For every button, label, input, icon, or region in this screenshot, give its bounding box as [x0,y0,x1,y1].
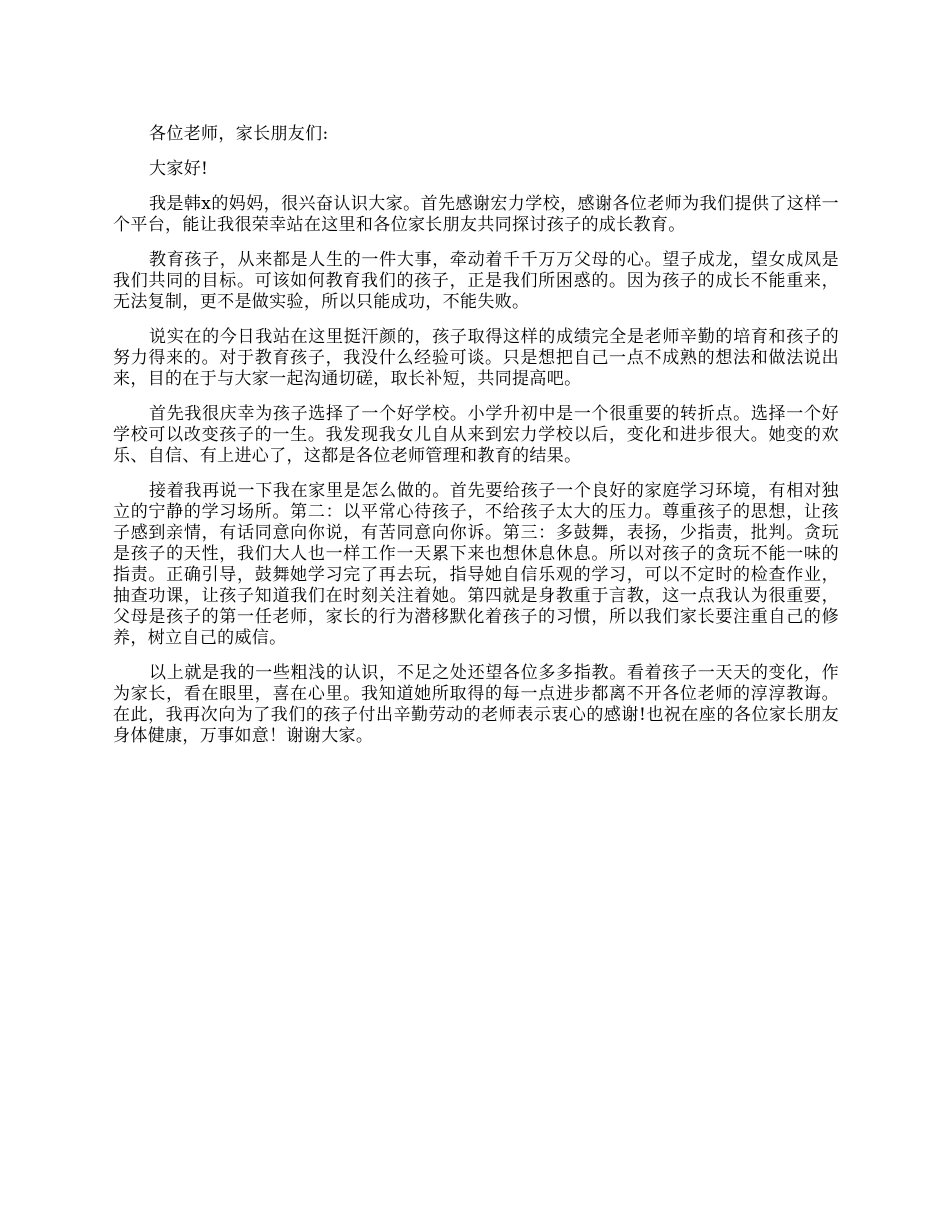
greeting: 大家好! [149,159,209,179]
paragraph: 首先我很庆幸为孩子选择了一个好学校。小学升初中是一个很重要的转折点。选择一个好学校可以改变孩子的一生。我发现我女儿自从来到宏力学校以后，变化和进步很大。她变的欢乐、自信、有上进心了，这都是各位老师管理和教育的结果。 [113,404,839,466]
document-body [113,124,839,761]
paragraph: 接着我再说一下我在家里是怎么做的。首先要给孩子一个良好的家庭学习环境，有相对独立的宁静的学习场所。第二：以平常心待孩子，不给孩子太大的压力。尊重孩子的思想，让孩子感到亲情，有话同意向你说，有苦同意向你诉。第三：多鼓舞，表扬，少指责，批判。贪玩是孩子的天性，我们大人也一样工作一天累下来也想休息休息。所以对孩子的贪玩不能一味的指责。正确引导，鼓舞她学习完了再去玩，指导她自信乐观的学习，可以不定时的检查作业，抽查功课，让孩子知道我们在时刻关注着她。第四就是身教重于言教，这一点我认为很重要，父母是孩子的第一任老师，家长的行为潜移默化着孩子的习惯，所以我们家长要注重自己的修养，树立自己的威信。 [113,481,839,648]
paragraph: 以上就是我的一些粗浅的认识，不足之处还望各位多多指教。看着孩子一天天的变化，作为家长，看在眼里，喜在心里。我知道她所取得的每一点进步都离不开各位老师的淳淳教诲。在此，我再次向为了我们的孩子付出辛勤劳动的老师表示衷心的感谢!也祝在座的各位家长朋友身体健康，万事如意！谢谢大家。 [113,663,839,746]
paragraph: 教育孩子，从来都是人生的一件大事，牵动着千千万万父母的心。望子成龙，望女成凤是我们共同的目标。可该如何教育我们的孩子，正是我们所困惑的。因为孩子的成长不能重来，无法复制，更不是做实验，所以只能成功，不能失败。 [113,250,839,312]
salutation: 各位老师，家长朋友们: [149,124,329,144]
paragraph: 说实在的今日我站在这里挺汗颜的，孩子取得这样的成绩完全是老师辛勤的培育和孩子的努力得来的。对于教育孩子，我没什么经验可谈。只是想把自己一点不成熟的想法和做法说出来，目的在于与大家一起沟通切磋，取长补短，共同提高吧。 [113,327,839,389]
paragraph: 我是韩x的妈妈，很兴奋认识大家。首先感谢宏力学校，感谢各位老师为我们提供了这样一个平台，能让我很荣幸站在这里和各位家长朋友共同探讨孩子的成长教育。 [113,194,839,235]
